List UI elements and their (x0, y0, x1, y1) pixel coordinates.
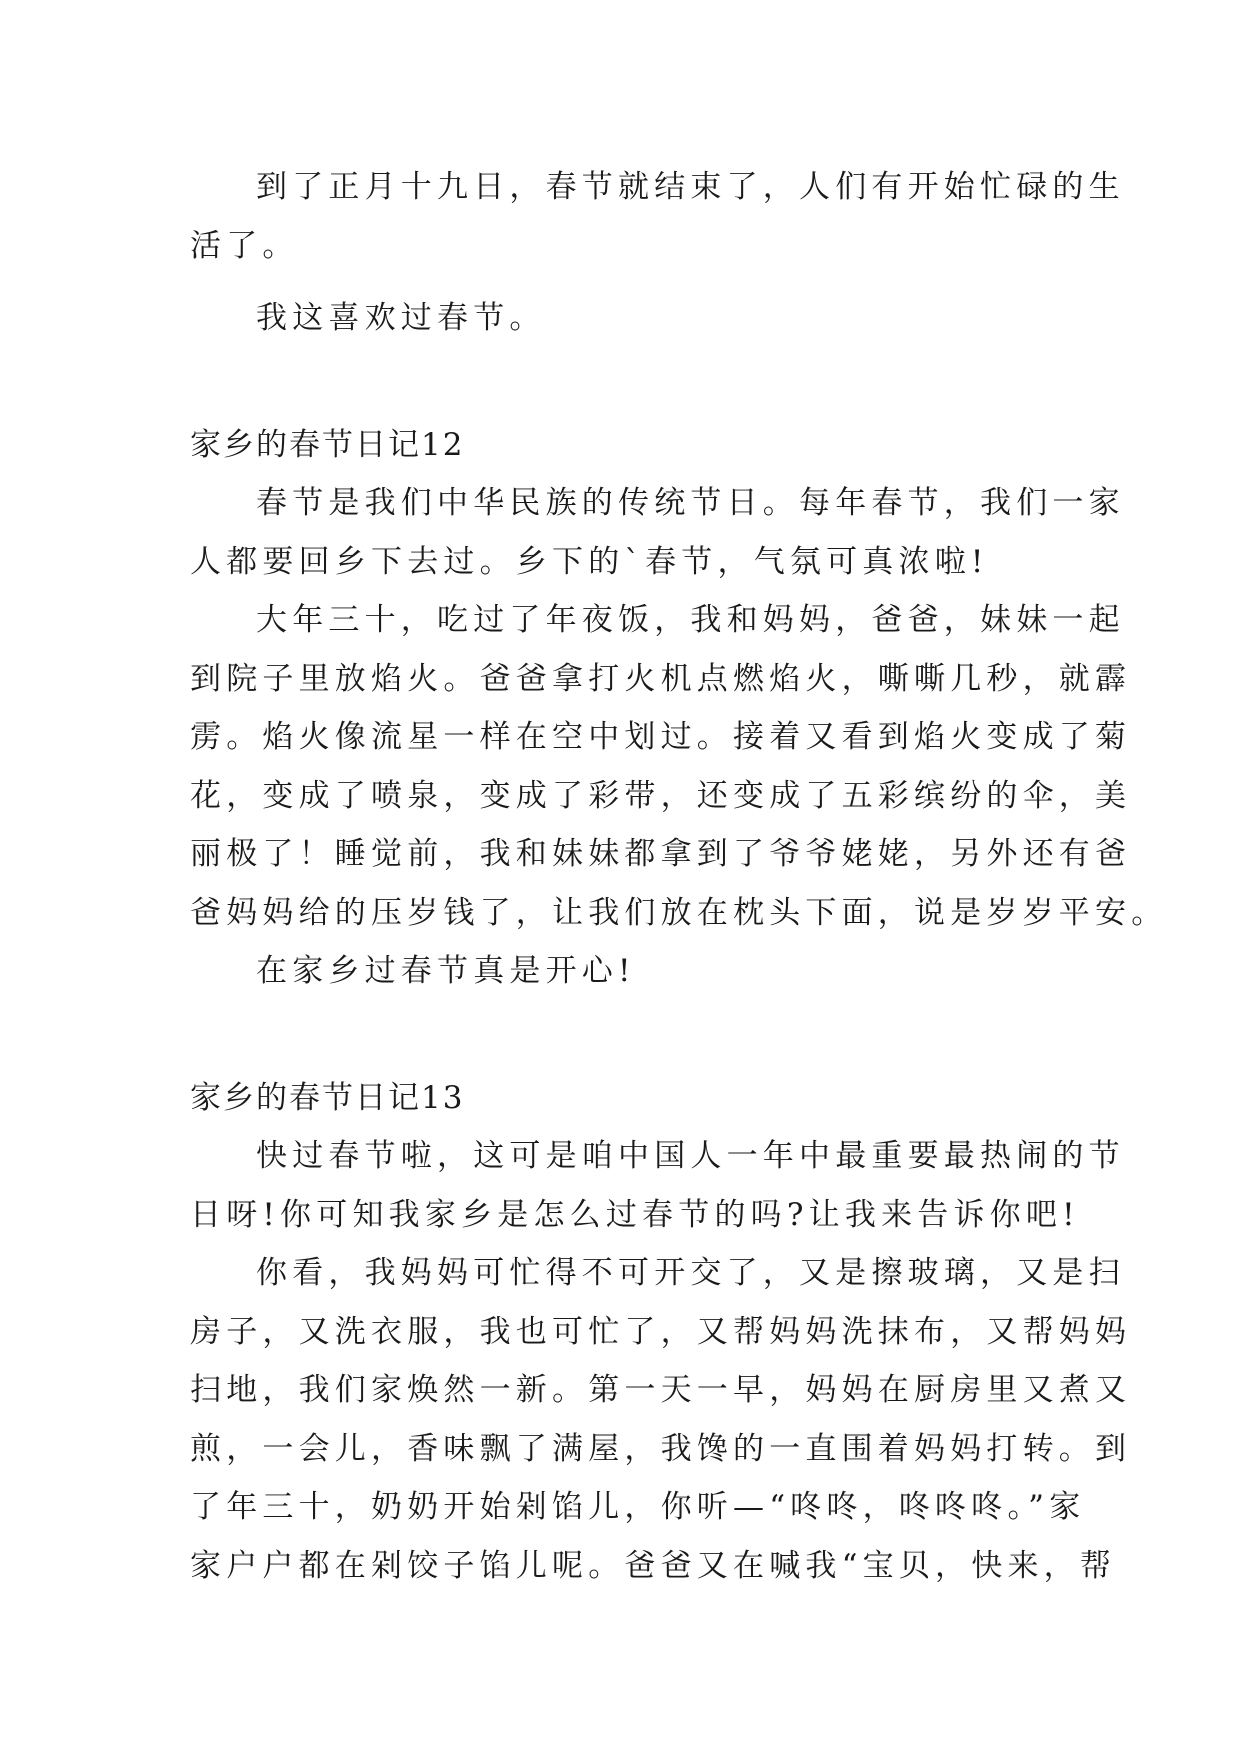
section-heading-12: 家乡的春节日记12 (190, 426, 465, 463)
paragraph (190, 1244, 1132, 1595)
text-line: 活了。 (190, 227, 299, 264)
paragraph (190, 474, 1125, 591)
text-line: 雳。焰火像流星一样在空中划过。接着又看到焰火变成了菊 (190, 719, 1132, 755)
text-line: 我这喜欢过春节。 (256, 300, 546, 336)
text-line: 快过春节啦，这可是咱中国人一年中最重要最热闹的节 (256, 1138, 1125, 1174)
text-line: 人都要回乡下去过。乡下的`春节，气氛可真浓啦! (190, 543, 989, 580)
text-line: 丽极了！睡觉前，我和妹妹都拿到了爷爷姥姥，另外还有爸 (190, 836, 1132, 872)
text-line: 煎，一会儿，香味飘了满屋，我馋的一直围着妈妈打转。到 (190, 1430, 1132, 1467)
section-heading-13: 家乡的春节日记13 (190, 1079, 465, 1116)
paragraph (190, 591, 1168, 942)
text-line: 春节是我们中华民族的传统节日。每年春节，我们一家 (256, 485, 1125, 521)
text-line: 花，变成了喷泉，变成了彩带，还变成了五彩缤纷的伞，美 (190, 777, 1132, 814)
paragraph (190, 158, 1125, 275)
text-line: 到院子里放焰火。爸爸拿打火机点燃焰火，嘶嘶几秒，就霹 (190, 660, 1132, 697)
text-line: 大年三十，吃过了年夜饭，我和妈妈，爸爸，妹妹一起 (256, 602, 1125, 638)
text-line: 在家乡过春节真是开心! (256, 953, 636, 989)
text-line: 到了正月十九日，春节就结束了，人们有开始忙碌的生 (256, 169, 1125, 205)
document-body (190, 158, 1168, 1595)
paragraph (190, 1127, 1125, 1244)
paragraph (190, 942, 1052, 1001)
text-line: 你看，我妈妈可忙得不可开交了，又是擦玻璃，又是扫 (256, 1255, 1125, 1291)
text-line: 扫地，我们家焕然一新。第一天一早，妈妈在厨房里又煮又 (190, 1372, 1132, 1408)
text-line: 家户户都在剁饺子馅儿呢。爸爸又在喊我“宝贝，快来，帮 (190, 1547, 1117, 1584)
paragraph (190, 289, 1052, 348)
text-line: 了年三十，奶奶开始剁馅儿，你听—“咚咚，咚咚咚。”家 (190, 1489, 1086, 1525)
text-line: 日呀!你可知我家乡是怎么过春节的吗?让我来告诉你吧! (190, 1196, 1080, 1233)
text-line: 爸妈妈给的压岁钱了，让我们放在枕头下面，说是岁岁平安。 (190, 894, 1168, 931)
text-line: 房子，又洗衣服，我也可忙了，又帮妈妈洗抹布，又帮妈妈 (190, 1313, 1132, 1350)
